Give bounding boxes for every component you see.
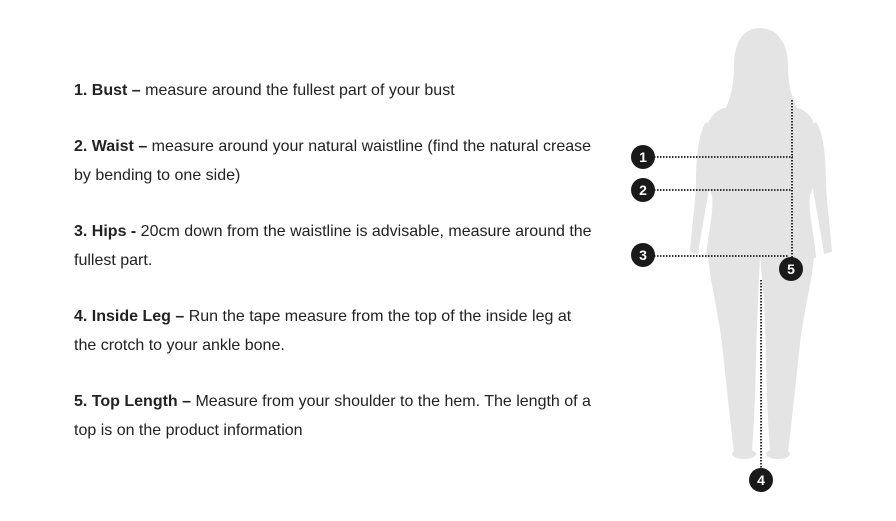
measurement-title: 4. Inside Leg – [74,308,185,325]
marker-2: 2 [631,178,655,202]
measurement-waist [74,132,594,190]
measurement-text: Run the tape measure from the top of the inside leg at the crotch to your ankle bone. [74,308,572,354]
measurement-text: Measure from your shoulder to the hem. The length of a top is on the product information [74,393,591,439]
measurement-title: 3. Hips - [74,223,137,240]
measurement-text: measure around the fullest part of your bust [140,82,455,99]
marker-3: 3 [631,243,655,267]
measurement-hips [74,217,594,275]
measurement-title: 1. Bust – [74,82,141,99]
measurement-text: measure around your natural waistline (find the natural crease by bending to one side) [74,138,592,184]
measurement-guide [74,76,594,445]
measurement-top-length [74,387,594,445]
measurement-bust [74,76,594,105]
measurement-text: 20cm down from the waistline is advisable, measure around the fullest part. [74,223,592,269]
marker-4: 4 [749,468,773,492]
measurement-title: 2. Waist – [74,138,148,155]
measurement-inside-leg [74,302,594,360]
marker-5: 5 [779,257,803,281]
body-figure [600,0,896,521]
marker-1: 1 [631,145,655,169]
measurement-title: 5. Top Length – [74,393,192,410]
